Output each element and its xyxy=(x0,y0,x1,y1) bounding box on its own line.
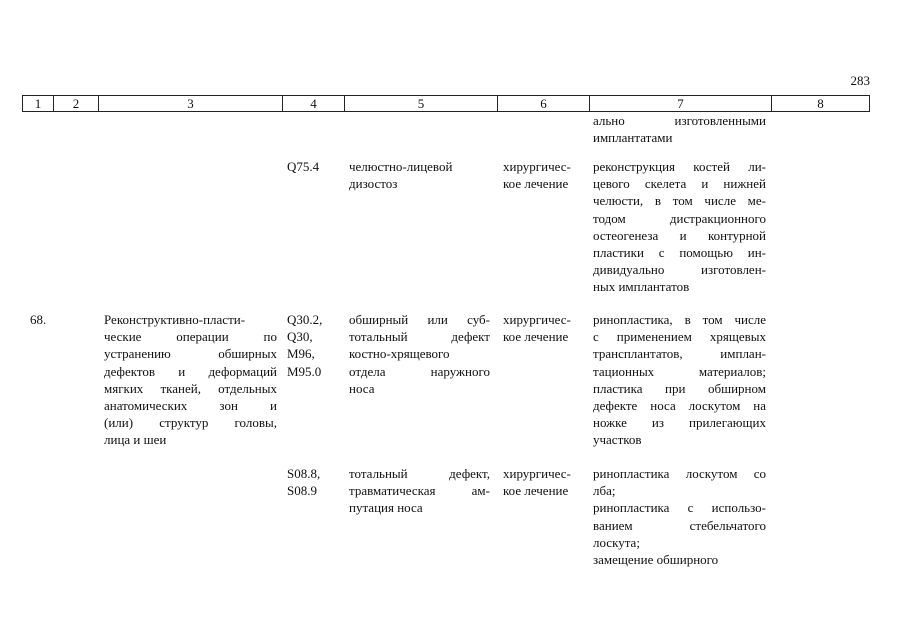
cell-line: костно-хрящевого xyxy=(349,346,450,362)
cell-line: обширный или суб- xyxy=(349,312,490,327)
cell-line: хирургичес- xyxy=(503,159,571,174)
cell-line: цевого скелета и нижней xyxy=(593,176,766,192)
cell-line: пластики с помощью ин- xyxy=(593,244,766,260)
cell-line: носа xyxy=(349,380,375,396)
row-q75-col4-cell xyxy=(287,158,337,175)
cell-line: M96, xyxy=(287,346,315,362)
cell-line: ально изготовленными xyxy=(593,113,766,128)
table-header-row xyxy=(22,95,870,112)
cell-line: тотальный дефект xyxy=(349,329,490,345)
cell-line: (или) структур головы, xyxy=(104,415,277,431)
row-q75-col7-cell xyxy=(593,158,766,296)
cell-line: челюсти, в том числе ме- xyxy=(593,193,766,209)
cell-line: ножке из прилегающих xyxy=(593,415,766,431)
header-col-3: 3 xyxy=(98,96,282,111)
cell-line: дефектов и деформаций xyxy=(104,363,277,379)
header-col-2: 2 xyxy=(53,96,98,111)
cell-line: Реконструктивно-пласти- xyxy=(104,312,246,327)
row-s08-col5-cell xyxy=(349,465,490,517)
cell-line: лоскута; xyxy=(593,534,640,550)
cell-line: S08.9 xyxy=(287,483,317,499)
cell-line: имплантатами xyxy=(593,130,673,146)
cell-line: с применением хрящевых xyxy=(593,329,766,345)
row-r68-col6-cell xyxy=(503,311,583,345)
cell-line: хирургичес- xyxy=(503,466,571,481)
cell-line: дизостоз xyxy=(349,176,398,192)
cell-line: участков xyxy=(593,432,642,448)
cell-line: тотальный дефект, xyxy=(349,466,490,481)
cell-line: Q75.4 xyxy=(287,159,320,174)
cell-line: ринопластика, в том числе xyxy=(593,312,766,327)
cell-line: кое лечение xyxy=(503,483,569,499)
row-r68-col7-cell xyxy=(593,311,766,449)
row-s08-col4-cell xyxy=(287,465,337,499)
row-s08-col7-cell xyxy=(593,465,766,568)
cell-line: ванием стебельчатого xyxy=(593,517,766,533)
cell-line: лба; xyxy=(593,483,616,499)
cell-line: дефекте носа лоскутом на xyxy=(593,397,766,413)
row-r68-col1-cell xyxy=(30,311,90,328)
cell-line: мягких тканей, отдельных xyxy=(104,380,277,396)
cell-line: кое лечение xyxy=(503,176,569,192)
header-col-7: 7 xyxy=(589,96,771,111)
header-col-1: 1 xyxy=(34,96,42,111)
header-col-8: 8 xyxy=(771,96,869,111)
cell-line: путация носа xyxy=(349,500,423,516)
header-col-5: 5 xyxy=(344,96,497,111)
cell-line: кое лечение xyxy=(503,329,569,345)
row-r68-col4-cell xyxy=(287,311,337,380)
cell-line: остеогенеза и контурной xyxy=(593,227,766,243)
cell-line: Q30, xyxy=(287,329,313,345)
cell-line: реконструкция костей ли- xyxy=(593,159,766,174)
cell-line: анатомических зон и xyxy=(104,397,277,413)
cell-line: тационных материалов; xyxy=(593,363,766,379)
cell-line: ринопластика с использо- xyxy=(593,500,766,516)
cell-line: отдела наружного xyxy=(349,363,490,379)
cell-line: M95.0 xyxy=(287,363,322,379)
row-q75-col5-cell xyxy=(349,158,490,192)
row-r68-col3-cell xyxy=(104,311,277,449)
cell-line: хирургичес- xyxy=(503,312,571,327)
row-s08-col6-cell xyxy=(503,465,583,499)
cell-line: ных имплантатов xyxy=(593,279,690,295)
cell-line: челюстно-лицевой xyxy=(349,159,453,174)
row-q75-col6-cell xyxy=(503,158,583,192)
cell-line: Q30.2, xyxy=(287,312,323,327)
row-r68-col5-cell xyxy=(349,311,490,397)
cell-line: травматическая ам- xyxy=(349,483,490,499)
cell-line: ческие операции по xyxy=(104,329,277,345)
header-col-4: 4 xyxy=(282,96,344,111)
cell-line: трансплантатов, имплан- xyxy=(593,346,766,362)
cell-line: 68. xyxy=(30,312,47,327)
cell-line: тодом дистракционного xyxy=(593,210,766,226)
cell-line: S08.8, xyxy=(287,466,321,481)
continuation-col7-cell xyxy=(593,112,766,146)
cell-line: устранению обширных xyxy=(104,346,277,362)
cell-line: лица и шеи xyxy=(104,432,167,448)
header-col-6: 6 xyxy=(497,96,589,111)
cell-line: ринопластика лоскутом со xyxy=(593,466,766,481)
cell-line: замещение обширного xyxy=(593,551,719,567)
page-number: 283 xyxy=(850,73,870,88)
cell-line: дивидуально изготовлен- xyxy=(593,262,766,278)
cell-line: пластика при обширном xyxy=(593,380,766,396)
